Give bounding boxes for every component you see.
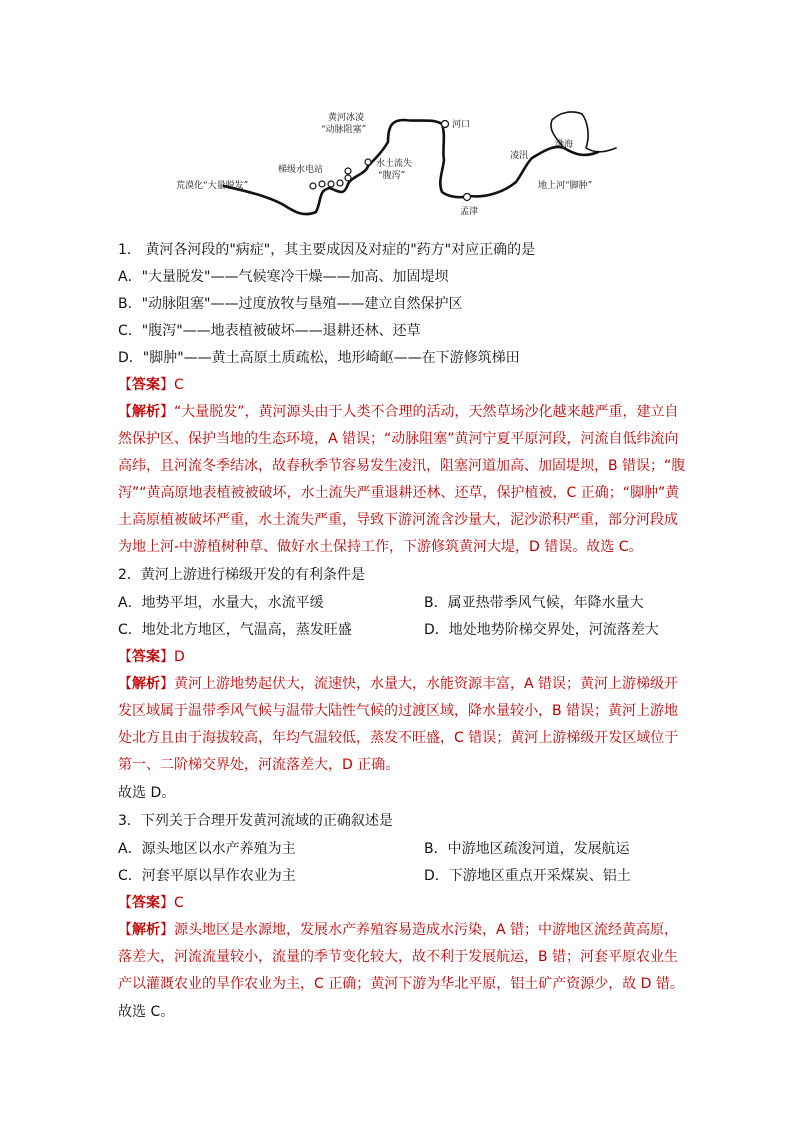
q2-analysis-line-1: 【解析】黄河上游地势起伏大，流速快，水量大，水能资源丰富，A 错误；黄河上游梯级开 <box>118 676 679 692</box>
q1-option-d: D．"脚肿"——黄土高原土质疏松，地形崎岖——在下游修筑梯田 <box>118 350 520 366</box>
q2-option-c: C．地处北方地区，气温高，蒸发旺盛 <box>118 622 352 638</box>
q2-conclusion: 故选 D。 <box>118 785 176 801</box>
q1-option-a: A．"大量脱发"——气候寒冷干燥——加高、加固堤坝 <box>118 269 449 285</box>
q1-stem: 1． 黄河各河段的"病症"，其主要成因及对症的"药方"对应正确的是 <box>118 242 536 258</box>
map-label-mengjin: 孟津 <box>460 207 479 217</box>
map-label-tiji-shuidianzhan: 梯级水电站 <box>278 165 324 175</box>
q3-option-b: B．中游地区疏浚河道，发展航运 <box>424 841 630 857</box>
q2-answer: 【答案】D <box>118 649 185 665</box>
map-label-fuxie: “腹泻” <box>378 171 406 181</box>
dam-marker-1 <box>310 183 316 189</box>
map-label-huanghe-bingling: 黄河冰凌 <box>328 113 365 123</box>
q2-answer-value: D <box>174 649 185 665</box>
q3-analysis-line-1: 【解析】源头地区是水源地，发展水产养殖容易造成水污染，A 错；中游地区流经黄高原， <box>118 922 679 938</box>
q3-analysis-line-3: 产以灌溉农业的旱作农业为主，C 正确；黄河下游为华北平原，铝土矿产资源少，故 D 错。 <box>118 976 684 992</box>
q1-analysis-line-4: 泻”“黄高原地表植被被破坏，水土流失严重退耕还林、还草，保护植被，C 正确；“脚肿”黄 <box>118 485 680 501</box>
soil-erosion-marker <box>365 159 371 165</box>
q1-analysis-line-2: 然保护区、保护当地的生态环境，A 错误；“动脉阻塞”黄河宁夏平原河段，河流自低纬流向 <box>118 431 679 447</box>
q1-answer-value: C <box>174 377 184 393</box>
q2-stem: 2．黄河上游进行梯级开发的有利条件是 <box>118 567 365 583</box>
q3-answer: 【答案】C <box>118 895 184 911</box>
map-label-lingxun: 凌汛 <box>510 151 529 161</box>
q1-answer-label: 答案 <box>132 377 160 393</box>
q1-option-c: C．"腹泻"——地表植被破坏——退耕还林、还草 <box>118 323 421 339</box>
dam-marker-5 <box>345 175 351 181</box>
map-label-dishanghe: 地上河“脚肿” <box>538 181 593 191</box>
hekou-marker <box>442 121 449 128</box>
q3-analysis-label: 解析 <box>132 922 160 938</box>
map-label-bohai: 渤海 <box>555 140 574 150</box>
q1-analysis-line-6: 为地上河-中游植树种草、做好水土保持工作，下游修筑黄河大堤，D 错误。故选 C。 <box>118 539 643 555</box>
q3-option-d: D．下游地区重点开采煤炭、铝土 <box>424 868 631 884</box>
map-label-hekou: 河口 <box>452 120 471 130</box>
q2-analysis-line-2: 发区域属于温带季风气候与温带大陆性气候的过渡区域，降水量较小，B 错误；黄河上游地 <box>118 703 679 719</box>
dam-marker-4 <box>337 180 343 186</box>
dam-marker-6 <box>345 168 351 174</box>
q2-analysis-label: 解析 <box>132 676 160 692</box>
dam-marker-3 <box>328 181 334 187</box>
q2-option-a: A．地势平坦，水量大，水流平缓 <box>118 595 324 611</box>
map-label-huangmohua: 荒漠化“大量脱发” <box>176 181 249 191</box>
q2-answer-label: 答案 <box>132 649 160 665</box>
map-label-shuitu-liushi: 水土流失 <box>376 159 413 169</box>
yellow-river-map <box>170 100 620 228</box>
q2-option-b: B．属亚热带季风气候，年降水量大 <box>424 595 644 611</box>
dam-marker-2 <box>319 181 325 187</box>
q3-answer-label: 答案 <box>132 895 160 911</box>
q1-analysis-line-5: 土高原植被破坏严重，水土流失严重，导致下游河流含沙量大，泥沙淤积严重，部分河段成 <box>118 512 678 528</box>
q2-analysis-line-4: 第一、二阶梯交界处，河流落差大，D 正确。 <box>118 757 400 773</box>
q3-stem: 3．下列关于合理开发黄河流域的正确叙述是 <box>118 813 393 829</box>
q1-answer: 【答案】C <box>118 377 184 393</box>
q3-answer-value: C <box>174 895 184 911</box>
q3-conclusion: 故选 C。 <box>118 1004 175 1020</box>
q3-analysis-line-2: 落差大，河流流量较小，流量的季节变化较大，故不利于发展航运，B 错；河套平原农业生 <box>118 949 679 965</box>
q1-analysis-line-3: 高纬，且河流冬季结冰，故春秋季节容易发生凌汛，阻塞河道加高、加固堤坝，B 错误；“腹 <box>118 458 686 474</box>
q1-analysis-label: 解析 <box>132 404 160 420</box>
map-label-dongmai-zusai: “动脉阻塞” <box>321 125 367 135</box>
q3-option-a: A．源头地区以水产养殖为主 <box>118 841 296 857</box>
q1-analysis-line-1: 【解析】“大量脱发”，黄河源头由于人类不合理的活动，天然草场沙化越来越严重，建立自 <box>118 404 679 420</box>
q3-option-c: C．河套平原以旱作农业为主 <box>118 868 296 884</box>
q2-option-d: D．地处地势阶梯交界处，河流落差大 <box>424 622 659 638</box>
q2-analysis-line-3: 处北方且由于海拔较高，年均气温较低，蒸发不旺盛，C 错误；黄河上游梯级开发区域位于 <box>118 730 679 746</box>
q1-option-b: B．"动脉阻塞"——过度放牧与垦殖——建立自然保护区 <box>118 296 463 312</box>
mengjin-marker <box>464 194 471 201</box>
